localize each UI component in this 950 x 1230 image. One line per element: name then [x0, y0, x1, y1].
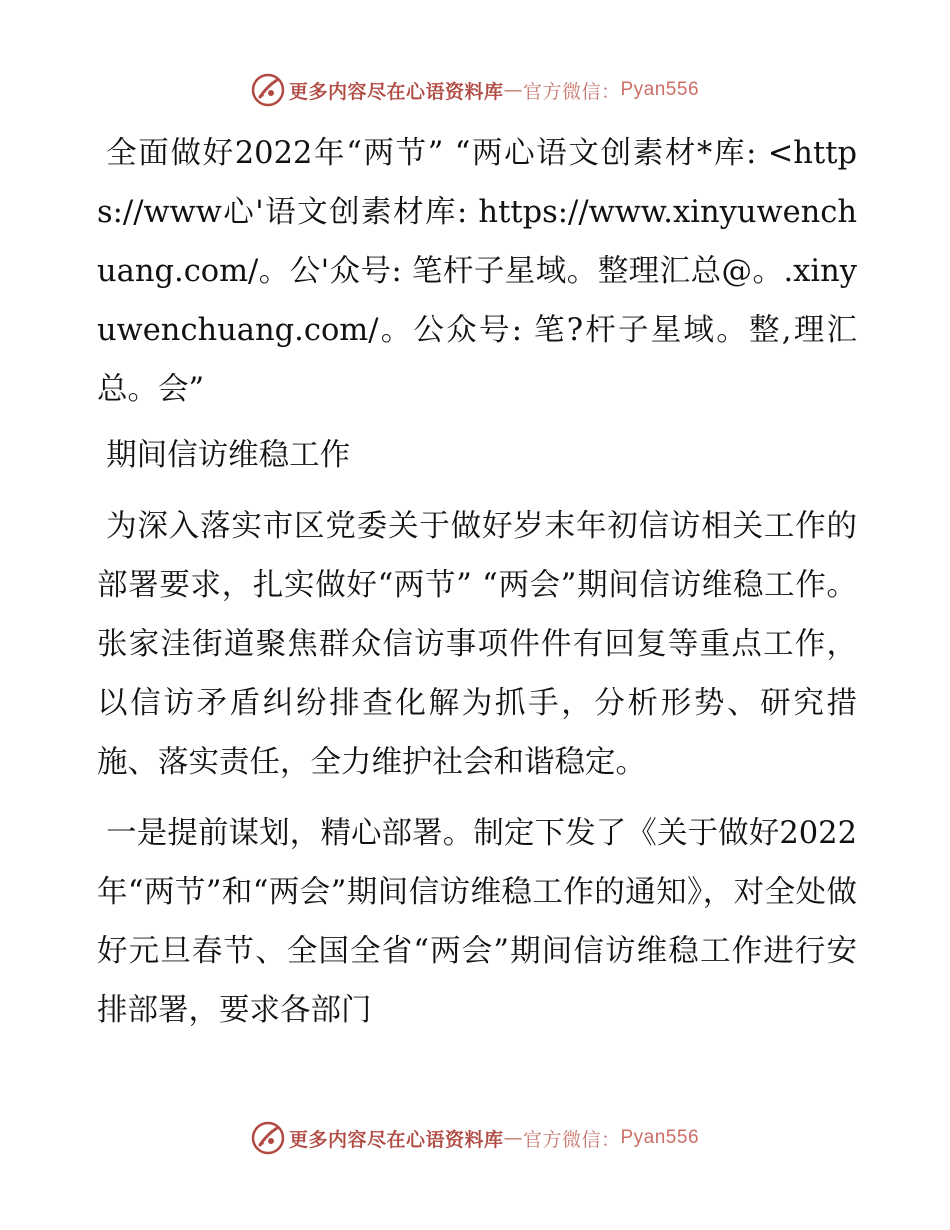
banner-dash: — — [503, 79, 523, 101]
banner-main-text: 更多内容尽在心语资料库 — [288, 80, 504, 103]
banner-wechat-code: Pyan556 — [620, 1127, 700, 1148]
banner-dash: — — [503, 1127, 523, 1149]
document-body — [97, 124, 857, 1040]
banner-main-text: 更多内容尽在心语资料库 — [288, 1128, 504, 1151]
footer-watermark-banner — [0, 1118, 950, 1158]
banner-wechat-code: Pyan556 — [620, 79, 700, 100]
brush-logo-icon — [251, 1121, 285, 1155]
body-paragraph-2: 一是提前谋划，精心部署。制定下发了《关于做好2022年“两节”和“两会”期间信访维稳工作的通知》，对全处做好元旦春节、全国全省“两会”期间信访维稳工作进行安排部署，要求各部门 — [97, 816, 857, 1028]
intro-paragraph: 全面做好2022年“两节” “两心语文创素材*库: <https://www心'语文创素材库: https://www.xinyuwenchuang.com/。公'众号: 笔杆子星域。整理汇总@。.xinyuwenchuang.com/。公众号: 笔?杆子星域。整,理汇总。会” — [97, 136, 857, 407]
body-paragraph-1: 为深入落实市区党委关于做好岁末年初信访相关工作的部署要求，扎实做好“两节” “两会”期间信访维稳工作。张家洼街道聚焦群众信访事项件件有回复等重点工作，以信访矛盾纠纷排查化解为抓手，分析形势、研究措施、落实责任，全力维护社会和谐稳定。 — [97, 509, 857, 780]
banner-sub-text: 官方微信： — [522, 1128, 621, 1151]
banner-sub-text: 官方微信： — [522, 80, 621, 103]
section-heading: 期间信访维稳工作 — [106, 438, 351, 473]
brush-logo-icon — [251, 73, 285, 107]
header-watermark-banner — [0, 70, 950, 110]
